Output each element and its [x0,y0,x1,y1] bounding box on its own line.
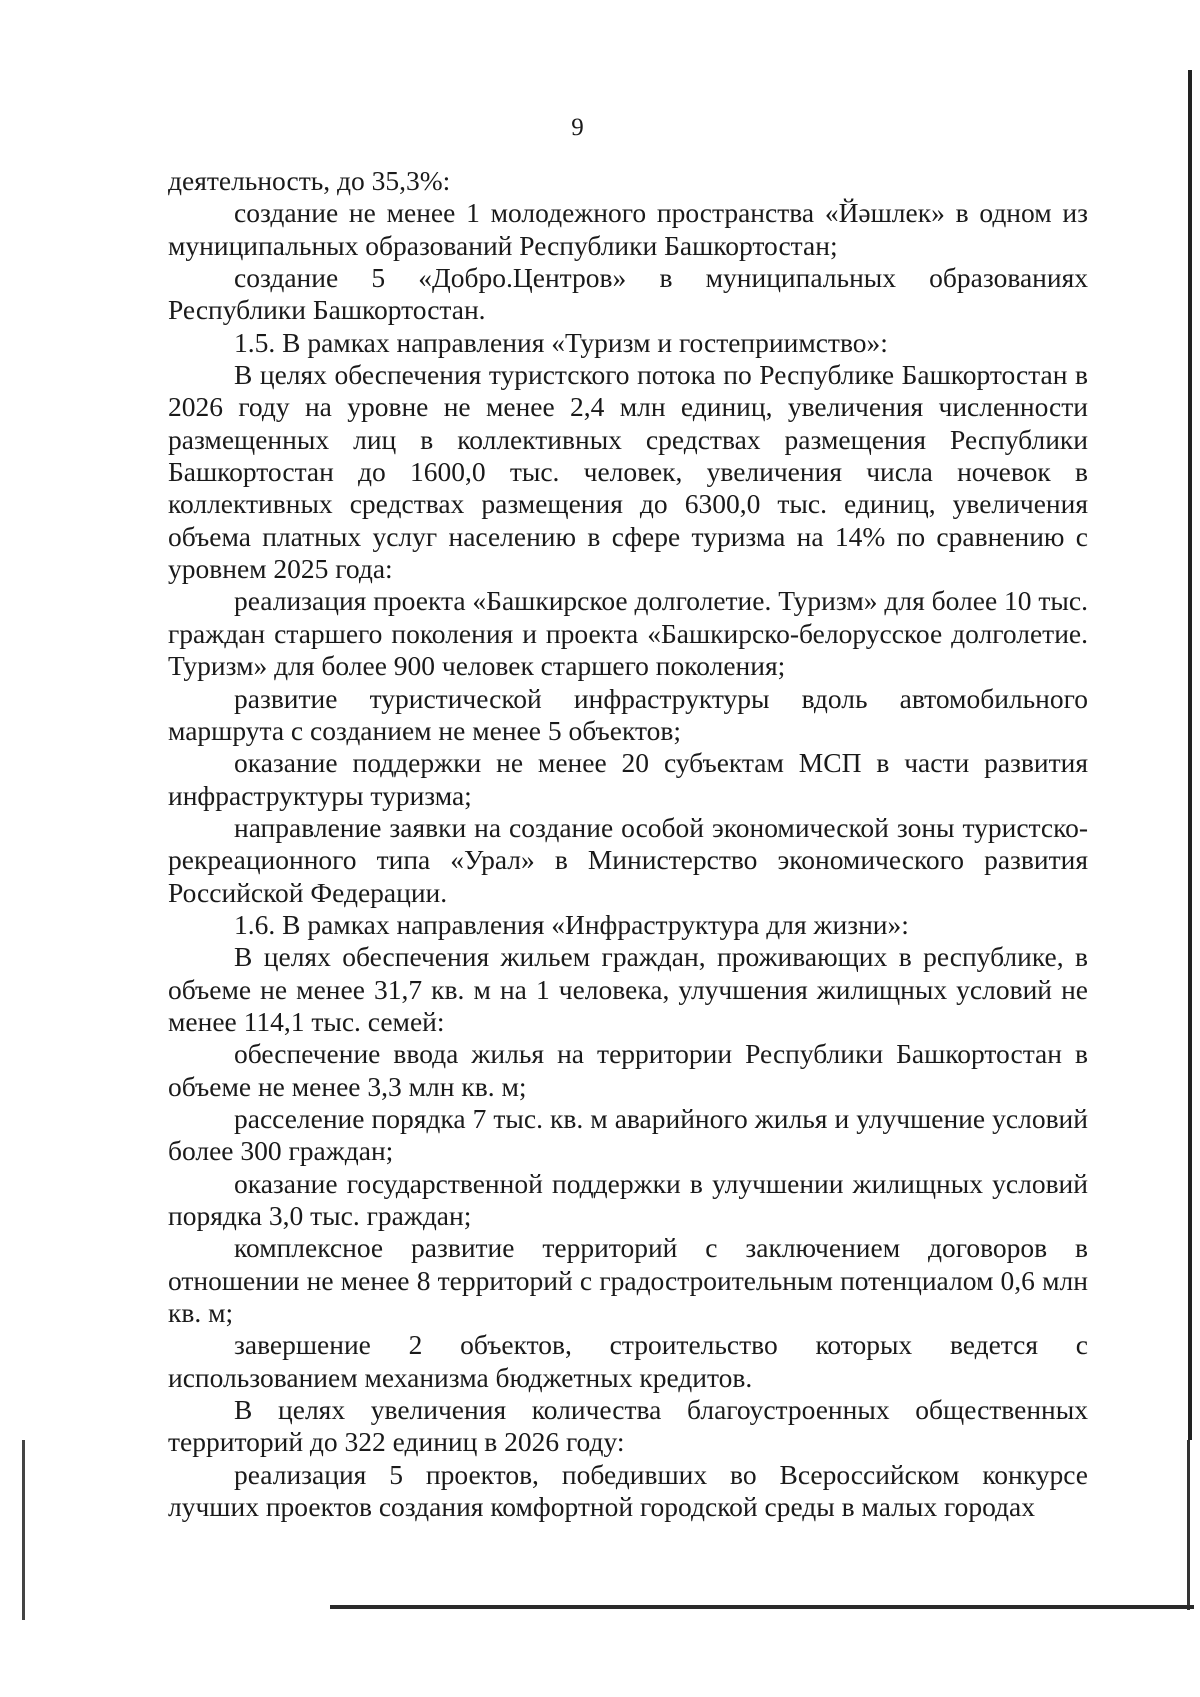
paragraph: обеспечение ввода жилья на территории Республики Башкортостан в объеме не менее 3,3 млн кв. м; [168,1038,1088,1102]
paragraph: В целях увеличения количества благоустроенных общественных территорий до 322 единиц в 2026 году: [168,1394,1088,1458]
paragraph: развитие туристической инфраструктуры вдоль автомобильного маршрута с созданием не менее 5 объектов; [168,682,1088,746]
scan-border-left [22,1440,25,1620]
scan-border-right [1188,70,1192,1440]
paragraph: создание 5 «Добро.Центров» в муниципальных образованиях Республики Башкортостан. [168,262,1088,326]
paragraph: В целях обеспечения туристского потока по Республике Башкортостан в 2026 году на уровне не менее 2,4 млн единиц, увеличения численности размещенных лиц в коллективных средствах размещения Республики Башкортостан до 1600,0 тыс. человек, увеличения числа ночевок в коллективных средствах размещения до 6300,0 тыс. единиц, увеличения объема платных услуг населению в сфере туризма на 14% по сравнению с уровнем 2025 года: [168,359,1088,585]
paragraph: деятельность, до 35,3%: [168,165,451,196]
page-number: 9 [571,114,584,141]
paragraph: расселение порядка 7 тыс. кв. м аварийного жилья и улучшение условий более 300 граждан; [168,1102,1088,1167]
scan-border-right-lower [1187,1440,1190,1610]
section-heading: 1.5. В рамках направления «Туризм и гостеприимство»: [234,326,888,358]
paragraph: завершение 2 объектов, строительство которых ведется с использованием механизма бюджетных кредитов. [168,1329,1088,1393]
paragraph: оказание государственной поддержки в улучшении жилищных условий порядка 3,0 тыс. граждан; [168,1167,1088,1231]
paragraph: направление заявки на создание особой экономической зоны туристско-рекреационного типа «Урал» в Министерство экономического развития Российской Федерации. [168,811,1088,908]
paragraph: комплексное развитие территорий с заключением договоров в отношении не менее 8 территорий с градостроительным потенциалом 0,6 млн кв. м; [168,1232,1088,1329]
paragraph: реализация проекта «Башкирское долголетие. Туризм» для более 10 тыс. граждан старшего поколения и проекта «Башкирско-белорусское долголетие. Туризм» для более 900 человек старшего поколения; [168,585,1088,682]
document-body [168,165,1088,1523]
paragraph: создание не менее 1 молодежного пространства «Йәшлек» в одном из муниципальных образований Республики Башкортостан; [168,197,1088,261]
scan-border-bottom [330,1605,1194,1609]
section-heading: 1.6. В рамках направления «Инфраструктура для жизни»: [234,908,909,940]
paragraph: реализация 5 проектов, победивших во Всероссийском конкурсе лучших проектов создания комфортной городской среды в малых городах [168,1458,1088,1523]
paragraph: В целях обеспечения жильем граждан, проживающих в республике, в объеме не менее 31,7 кв. м на 1 человека, улучшения жилищных условий не менее 114,1 тыс. семей: [168,941,1088,1037]
paragraph: оказание поддержки не менее 20 субъектам МСП в части развития инфраструктуры туризма; [168,747,1088,811]
